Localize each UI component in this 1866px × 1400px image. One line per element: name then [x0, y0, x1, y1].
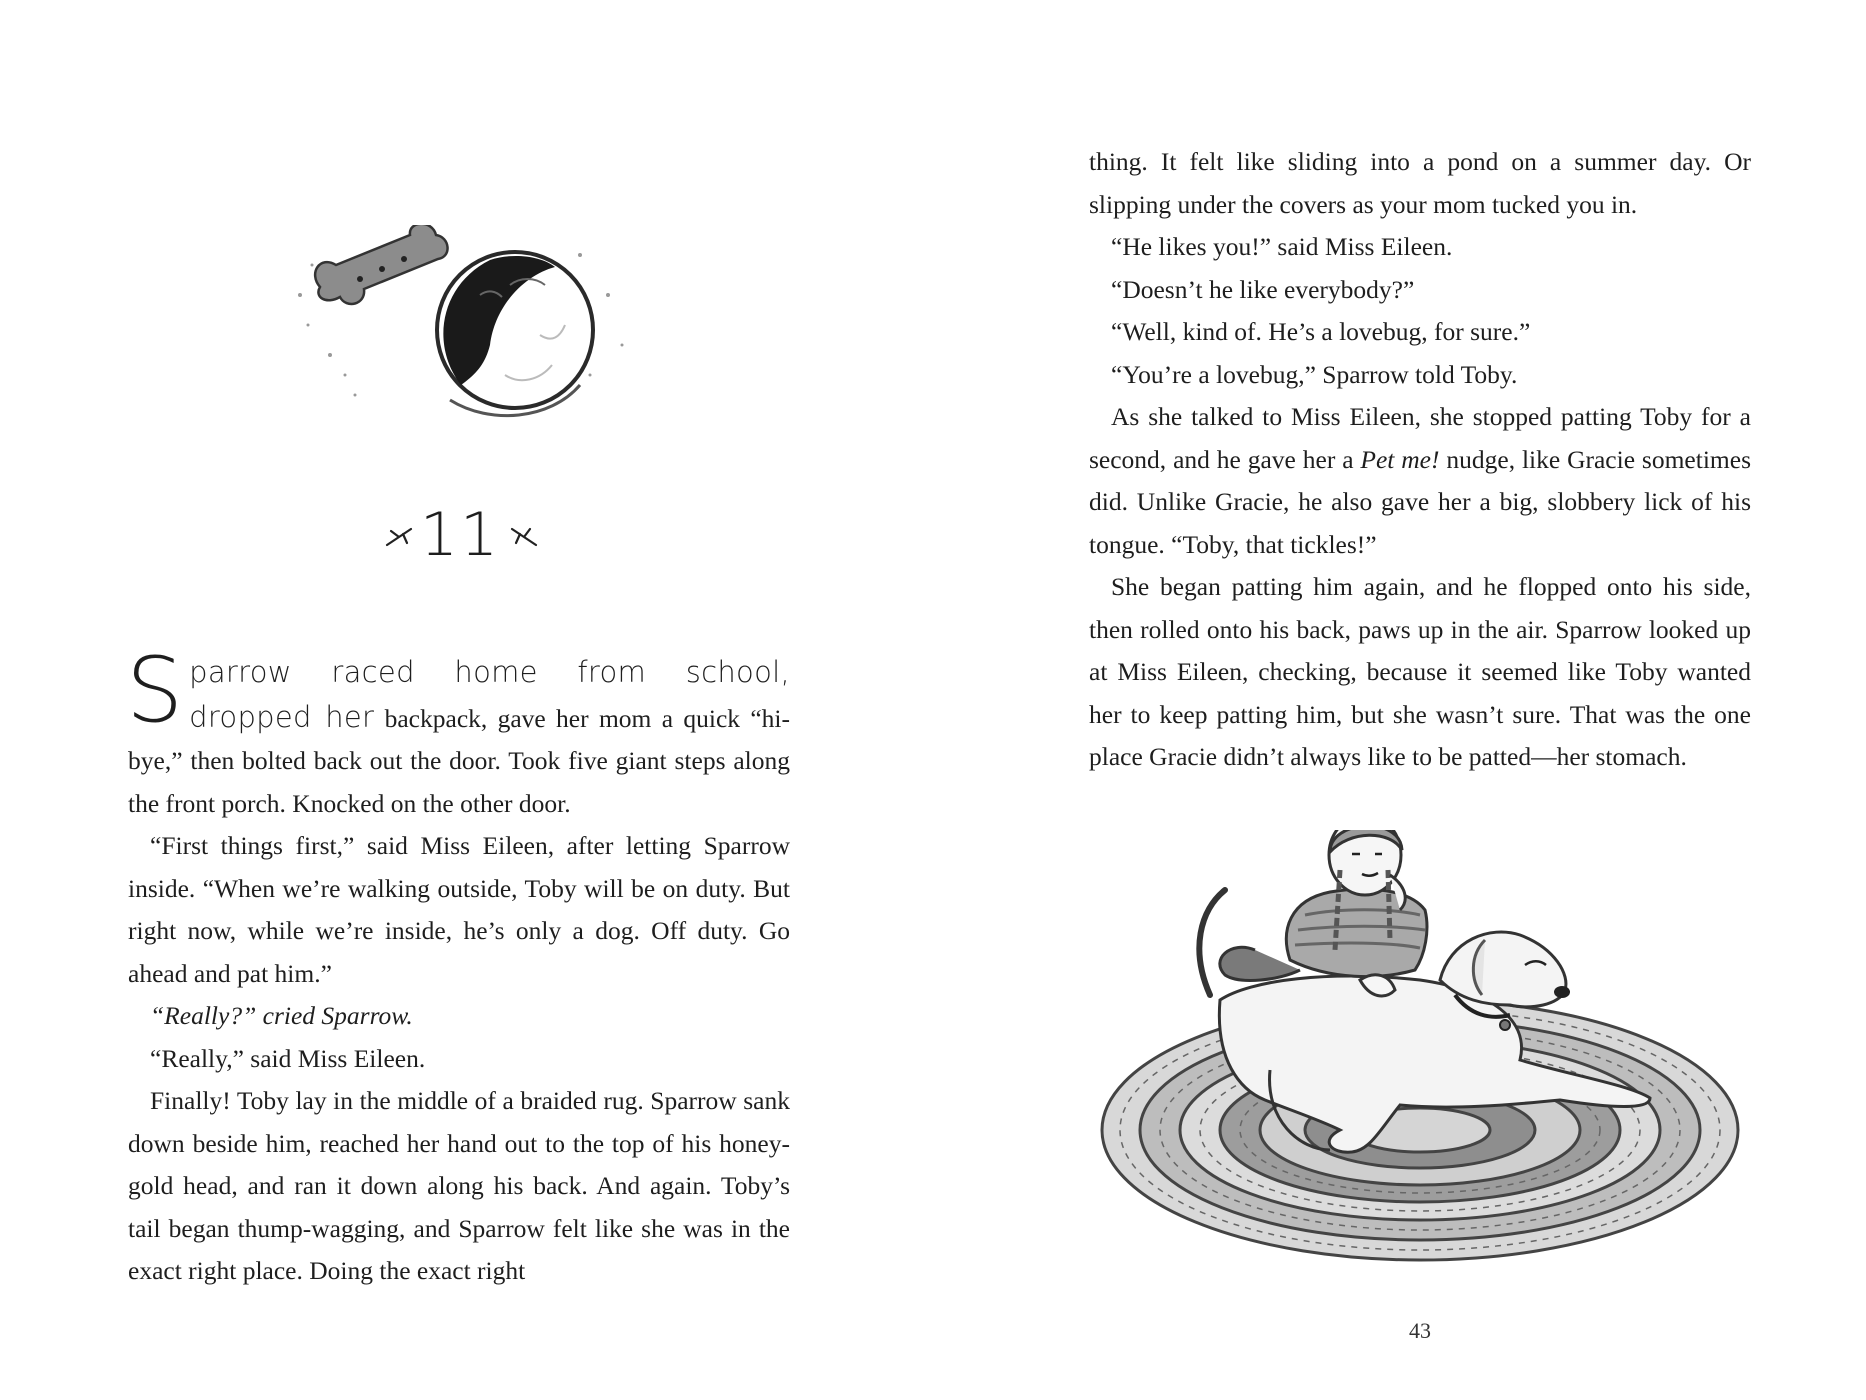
paragraph [128, 995, 790, 1038]
paragraph: She began patting him again, and he flopped onto his side, then rolled onto his back, paws up in the air. Sparrow looked up at Miss Eileen, checking, because it seemed like Toby wanted her to keep patting him, but she wasn’t sure. That was the one place Gracie didn’t always like to be patted—her stomach. [1089, 572, 1751, 771]
continuation-paragraph: thing. It felt like sliding into a pond on a summer day. Or slipping under the covers as your mom tucked you in. [1089, 147, 1751, 219]
black-and-white-cookie-icon [437, 252, 593, 416]
opening-rest: backpack, gave her mom a quick “hi-bye,” then bolted back out the door. Took five giant steps along the front porch. Knocked on the other door. [128, 703, 790, 818]
paragraph: “Really,” said Miss Eileen. [150, 1043, 426, 1073]
paragraph: Finally! Toby lay in the middle of a braided rug. Sparrow sank down beside him, reached her hand out to the top of his honey-gold head, and ran it down along his back. And again. Toby’s tail began thump-wagging, and Sparrow felt like she was in the exact right place. Doing the exact right [128, 1086, 790, 1285]
leaf-ornament-right-icon [510, 525, 538, 547]
chapter-art [290, 225, 650, 425]
paragraph: “First things first,” said Miss Eileen, after letting Sparrow inside. “When we’re walking outside, Toby will be on duty. But right now, while we’re inside, he’s only a dog. Off duty. Go ahead and pat him.” [128, 831, 790, 988]
paragraph: “He likes you!” said Miss Eileen. [1111, 232, 1453, 261]
italic-text: Pet me! [1360, 444, 1440, 474]
dog-biscuit-icon [315, 225, 447, 304]
opening-paragraph [126, 638, 790, 825]
chapter-number: 11 [419, 500, 501, 570]
paragraph: “Well, kind of. He’s a lovebug, for sure.” [1111, 317, 1531, 346]
left-page-text [126, 638, 790, 1293]
page-number: 43 [1409, 1318, 1431, 1343]
right-page-text [1089, 141, 1751, 779]
paragraph: As she talked to Miss Eileen, she stopped patting Toby for a second, and he gave her a Pet me! nudge, like Gracie sometimes did. Unlike Gracie, he also gave her a big, slobbery lick of his tongue. “Toby, that tickles!” [1089, 402, 1751, 559]
girl-patting-dog-on-braided-rug-icon [1090, 830, 1750, 1270]
italic-text: “Really?” cried Sparrow. [150, 1001, 413, 1030]
opening-lead: parrow raced home from school, dropped her [189, 655, 790, 734]
drop-cap: S [126, 638, 184, 743]
paragraph: “You’re a lovebug,” Sparrow told Toby. [1111, 359, 1518, 389]
paragraph: “Doesn’t he like everybody?” [1111, 274, 1415, 304]
